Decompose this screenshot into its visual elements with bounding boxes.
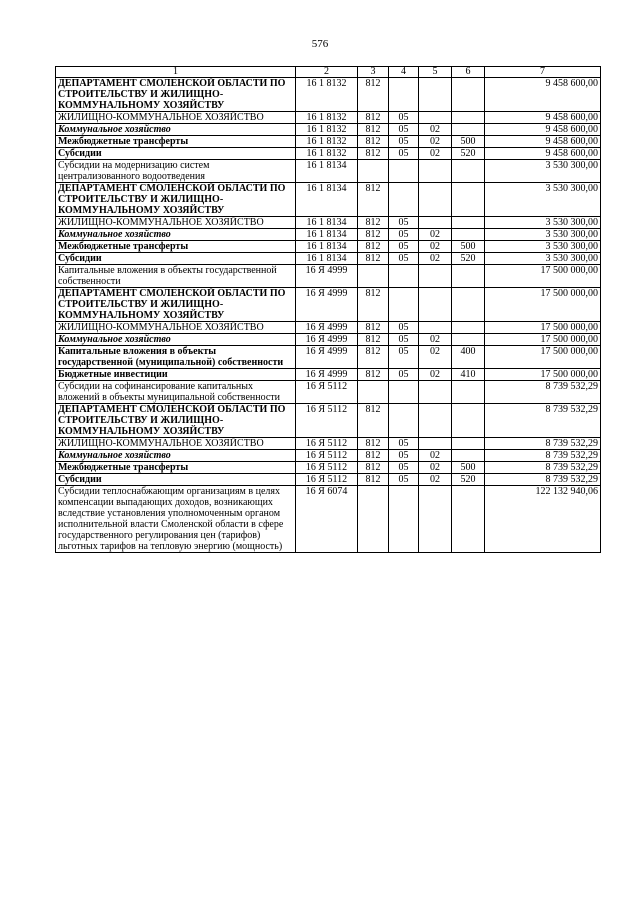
- expense-type-cell: [452, 486, 485, 553]
- section-code-cell: 05: [389, 334, 419, 346]
- name-cell: Субсидии: [56, 253, 296, 265]
- table-row: [56, 450, 601, 462]
- header-cell: 5: [419, 67, 452, 78]
- ministry-code-cell: 812: [358, 462, 389, 474]
- section-code-cell: [389, 486, 419, 553]
- table-row: [56, 322, 601, 334]
- section-code-cell: 05: [389, 229, 419, 241]
- amount-cell: 8 739 532,29: [485, 438, 601, 450]
- table-row: [56, 136, 601, 148]
- name-cell: Коммунальное хозяйство: [56, 450, 296, 462]
- expense-type-cell: [452, 404, 485, 438]
- table-row: [56, 217, 601, 229]
- target-code-cell: 16 1 8132: [296, 124, 358, 136]
- ministry-code-cell: 812: [358, 112, 389, 124]
- section-code-cell: 05: [389, 450, 419, 462]
- header-cell: 3: [358, 67, 389, 78]
- ministry-code-cell: 812: [358, 474, 389, 486]
- amount-cell: 9 458 600,00: [485, 124, 601, 136]
- ministry-code-cell: 812: [358, 124, 389, 136]
- subsection-code-cell: [419, 404, 452, 438]
- target-code-cell: 16 Я 6074: [296, 486, 358, 553]
- expense-type-cell: 520: [452, 474, 485, 486]
- amount-cell: 3 530 300,00: [485, 241, 601, 253]
- name-cell: Бюджетные инвестиции: [56, 369, 296, 381]
- section-code-cell: [389, 265, 419, 288]
- table-row: [56, 265, 601, 288]
- page-number: 576: [311, 38, 329, 50]
- name-cell: Субсидии на софинансирование капитальных вложений в объекты муниципальной собственности: [56, 381, 296, 404]
- name-cell: ЖИЛИЩНО-КОММУНАЛЬНОЕ ХОЗЯЙСТВО: [56, 217, 296, 229]
- target-code-cell: 16 1 8134: [296, 253, 358, 265]
- target-code-cell: 16 Я 4999: [296, 334, 358, 346]
- section-code-cell: 05: [389, 253, 419, 265]
- expense-type-cell: [452, 183, 485, 217]
- name-cell: Субсидии: [56, 148, 296, 160]
- subsection-code-cell: [419, 112, 452, 124]
- section-code-cell: [389, 288, 419, 322]
- subsection-code-cell: 02: [419, 474, 452, 486]
- ministry-code-cell: [358, 381, 389, 404]
- table-row: [56, 346, 601, 369]
- name-cell: ЖИЛИЩНО-КОММУНАЛЬНОЕ ХОЗЯЙСТВО: [56, 438, 296, 450]
- amount-cell: 8 739 532,29: [485, 450, 601, 462]
- amount-cell: 8 739 532,29: [485, 381, 601, 404]
- amount-cell: 3 530 300,00: [485, 183, 601, 217]
- subsection-code-cell: 02: [419, 229, 452, 241]
- subsection-code-cell: [419, 183, 452, 217]
- expense-type-cell: 520: [452, 253, 485, 265]
- expense-type-cell: [452, 322, 485, 334]
- section-code-cell: 05: [389, 112, 419, 124]
- table-row: [56, 334, 601, 346]
- name-cell: ДЕПАРТАМЕНТ СМОЛЕНСКОЙ ОБЛАСТИ ПО СТРОИТЕЛЬСТВУ И ЖИЛИЩНО-КОММУНАЛЬНОМУ ХОЗЯЙСТВУ: [56, 288, 296, 322]
- table-header-row: [56, 67, 601, 78]
- table-row: [56, 78, 601, 112]
- subsection-code-cell: 02: [419, 462, 452, 474]
- section-code-cell: 05: [389, 136, 419, 148]
- target-code-cell: 16 1 8134: [296, 183, 358, 217]
- amount-cell: 8 739 532,29: [485, 404, 601, 438]
- table-row: [56, 241, 601, 253]
- ministry-code-cell: 812: [358, 241, 389, 253]
- expense-type-cell: [452, 217, 485, 229]
- table-row: [56, 124, 601, 136]
- ministry-code-cell: 812: [358, 183, 389, 217]
- header-cell: 4: [389, 67, 419, 78]
- subsection-code-cell: [419, 381, 452, 404]
- section-code-cell: [389, 78, 419, 112]
- subsection-code-cell: [419, 438, 452, 450]
- subsection-code-cell: 02: [419, 241, 452, 253]
- table-row: [56, 183, 601, 217]
- amount-cell: 17 500 000,00: [485, 346, 601, 369]
- name-cell: ДЕПАРТАМЕНТ СМОЛЕНСКОЙ ОБЛАСТИ ПО СТРОИТЕЛЬСТВУ И ЖИЛИЩНО-КОММУНАЛЬНОМУ ХОЗЯЙСТВУ: [56, 183, 296, 217]
- ministry-code-cell: 812: [358, 334, 389, 346]
- name-cell: ДЕПАРТАМЕНТ СМОЛЕНСКОЙ ОБЛАСТИ ПО СТРОИТЕЛЬСТВУ И ЖИЛИЩНО-КОММУНАЛЬНОМУ ХОЗЯЙСТВУ: [56, 78, 296, 112]
- target-code-cell: 16 Я 5112: [296, 474, 358, 486]
- amount-cell: 9 458 600,00: [485, 78, 601, 112]
- section-code-cell: 05: [389, 322, 419, 334]
- table-row: [56, 438, 601, 450]
- ministry-code-cell: [358, 265, 389, 288]
- name-cell: Коммунальное хозяйство: [56, 334, 296, 346]
- name-cell: Капитальные вложения в объекты государственной (муниципальной) собственности: [56, 346, 296, 369]
- amount-cell: 3 530 300,00: [485, 160, 601, 183]
- target-code-cell: 16 1 8132: [296, 78, 358, 112]
- target-code-cell: 16 1 8132: [296, 136, 358, 148]
- subsection-code-cell: 02: [419, 136, 452, 148]
- table-row: [56, 381, 601, 404]
- expense-type-cell: [452, 160, 485, 183]
- ministry-code-cell: 812: [358, 322, 389, 334]
- subsection-code-cell: [419, 486, 452, 553]
- subsection-code-cell: 02: [419, 346, 452, 369]
- section-code-cell: 05: [389, 462, 419, 474]
- subsection-code-cell: 02: [419, 148, 452, 160]
- subsection-code-cell: 02: [419, 334, 452, 346]
- expense-type-cell: [452, 78, 485, 112]
- target-code-cell: 16 1 8134: [296, 241, 358, 253]
- name-cell: Межбюджетные трансферты: [56, 241, 296, 253]
- ministry-code-cell: 812: [358, 288, 389, 322]
- table-row: [56, 404, 601, 438]
- subsection-code-cell: [419, 217, 452, 229]
- target-code-cell: 16 Я 5112: [296, 381, 358, 404]
- amount-cell: 9 458 600,00: [485, 136, 601, 148]
- section-code-cell: 05: [389, 474, 419, 486]
- amount-cell: 3 530 300,00: [485, 229, 601, 241]
- amount-cell: 3 530 300,00: [485, 253, 601, 265]
- header-cell: 1: [56, 67, 296, 78]
- expense-type-cell: 520: [452, 148, 485, 160]
- table-row: [56, 288, 601, 322]
- target-code-cell: 16 Я 5112: [296, 450, 358, 462]
- expense-type-cell: 410: [452, 369, 485, 381]
- subsection-code-cell: 02: [419, 450, 452, 462]
- ministry-code-cell: 812: [358, 369, 389, 381]
- target-code-cell: 16 1 8132: [296, 148, 358, 160]
- header-cell: 2: [296, 67, 358, 78]
- target-code-cell: 16 Я 5112: [296, 438, 358, 450]
- section-code-cell: 05: [389, 241, 419, 253]
- subsection-code-cell: [419, 265, 452, 288]
- name-cell: Субсидии: [56, 474, 296, 486]
- amount-cell: 17 500 000,00: [485, 265, 601, 288]
- ministry-code-cell: 812: [358, 253, 389, 265]
- section-code-cell: 05: [389, 148, 419, 160]
- table-row: [56, 160, 601, 183]
- ministry-code-cell: 812: [358, 438, 389, 450]
- amount-cell: 17 500 000,00: [485, 288, 601, 322]
- ministry-code-cell: 812: [358, 229, 389, 241]
- amount-cell: 8 739 532,29: [485, 474, 601, 486]
- subsection-code-cell: [419, 160, 452, 183]
- budget-table: [55, 66, 601, 553]
- expense-type-cell: [452, 334, 485, 346]
- table-row: [56, 474, 601, 486]
- ministry-code-cell: 812: [358, 148, 389, 160]
- subsection-code-cell: [419, 322, 452, 334]
- ministry-code-cell: [358, 160, 389, 183]
- expense-type-cell: [452, 450, 485, 462]
- table-row: [56, 229, 601, 241]
- target-code-cell: 16 Я 4999: [296, 346, 358, 369]
- section-code-cell: 05: [389, 124, 419, 136]
- name-cell: Субсидии на модернизацию систем централизованного водоотведения: [56, 160, 296, 183]
- expense-type-cell: 500: [452, 462, 485, 474]
- section-code-cell: [389, 404, 419, 438]
- target-code-cell: 16 Я 5112: [296, 462, 358, 474]
- amount-cell: 9 458 600,00: [485, 112, 601, 124]
- target-code-cell: 16 Я 4999: [296, 369, 358, 381]
- expense-type-cell: [452, 438, 485, 450]
- header-cell: 7: [485, 67, 601, 78]
- ministry-code-cell: 812: [358, 217, 389, 229]
- table-row: [56, 462, 601, 474]
- table-row: [56, 253, 601, 265]
- expense-type-cell: 500: [452, 136, 485, 148]
- section-code-cell: 05: [389, 438, 419, 450]
- name-cell: Межбюджетные трансферты: [56, 136, 296, 148]
- subsection-code-cell: [419, 78, 452, 112]
- expense-type-cell: [452, 381, 485, 404]
- ministry-code-cell: [358, 486, 389, 553]
- expense-type-cell: [452, 288, 485, 322]
- target-code-cell: 16 1 8134: [296, 217, 358, 229]
- subsection-code-cell: 02: [419, 253, 452, 265]
- header-cell: 6: [452, 67, 485, 78]
- target-code-cell: 16 Я 5112: [296, 404, 358, 438]
- ministry-code-cell: 812: [358, 450, 389, 462]
- expense-type-cell: [452, 112, 485, 124]
- section-code-cell: 05: [389, 346, 419, 369]
- expense-type-cell: 400: [452, 346, 485, 369]
- ministry-code-cell: 812: [358, 136, 389, 148]
- name-cell: Межбюджетные трансферты: [56, 462, 296, 474]
- expense-type-cell: 500: [452, 241, 485, 253]
- subsection-code-cell: [419, 288, 452, 322]
- name-cell: ЖИЛИЩНО-КОММУНАЛЬНОЕ ХОЗЯЙСТВО: [56, 112, 296, 124]
- target-code-cell: 16 Я 4999: [296, 265, 358, 288]
- section-code-cell: 05: [389, 369, 419, 381]
- ministry-code-cell: 812: [358, 404, 389, 438]
- name-cell: Капитальные вложения в объекты государственной собственности: [56, 265, 296, 288]
- amount-cell: 8 739 532,29: [485, 462, 601, 474]
- name-cell: Субсидии теплоснабжающим организациям в целях компенсации выпадающих доходов, возникающих вследствие установления уполномоченным органом исполнительной власти Смоленской области в сфере государственного регулирования цен (тарифов) льготных тарифов на тепловую энергию (мощность): [56, 486, 296, 553]
- amount-cell: 17 500 000,00: [485, 334, 601, 346]
- target-code-cell: 16 Я 4999: [296, 288, 358, 322]
- target-code-cell: 16 1 8134: [296, 229, 358, 241]
- table-row: [56, 486, 601, 553]
- amount-cell: 3 530 300,00: [485, 217, 601, 229]
- table-row: [56, 148, 601, 160]
- name-cell: Коммунальное хозяйство: [56, 124, 296, 136]
- amount-cell: 17 500 000,00: [485, 369, 601, 381]
- expense-type-cell: [452, 124, 485, 136]
- amount-cell: 122 132 940,06: [485, 486, 601, 553]
- section-code-cell: [389, 160, 419, 183]
- target-code-cell: 16 1 8134: [296, 160, 358, 183]
- subsection-code-cell: 02: [419, 369, 452, 381]
- expense-type-cell: [452, 265, 485, 288]
- ministry-code-cell: 812: [358, 346, 389, 369]
- amount-cell: 17 500 000,00: [485, 322, 601, 334]
- ministry-code-cell: 812: [358, 78, 389, 112]
- name-cell: Коммунальное хозяйство: [56, 229, 296, 241]
- target-code-cell: 16 1 8132: [296, 112, 358, 124]
- table-row: [56, 369, 601, 381]
- table-row: [56, 112, 601, 124]
- name-cell: ДЕПАРТАМЕНТ СМОЛЕНСКОЙ ОБЛАСТИ ПО СТРОИТЕЛЬСТВУ И ЖИЛИЩНО-КОММУНАЛЬНОМУ ХОЗЯЙСТВУ: [56, 404, 296, 438]
- section-code-cell: [389, 183, 419, 217]
- amount-cell: 9 458 600,00: [485, 148, 601, 160]
- subsection-code-cell: 02: [419, 124, 452, 136]
- section-code-cell: 05: [389, 217, 419, 229]
- section-code-cell: [389, 381, 419, 404]
- name-cell: ЖИЛИЩНО-КОММУНАЛЬНОЕ ХОЗЯЙСТВО: [56, 322, 296, 334]
- target-code-cell: 16 Я 4999: [296, 322, 358, 334]
- expense-type-cell: [452, 229, 485, 241]
